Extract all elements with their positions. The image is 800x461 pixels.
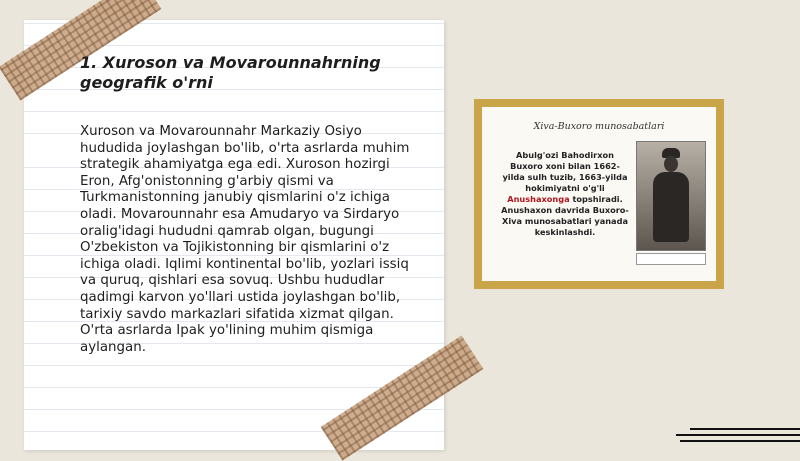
decorative-line — [680, 440, 800, 442]
decorative-lines — [676, 428, 800, 444]
portrait-label-box — [636, 253, 706, 265]
image-caption: Xiva-Buxoro munosabatlari — [533, 121, 665, 132]
portrait-head-shape — [664, 156, 678, 172]
slide-title: 1. Xuroson va Movarounnahrning geografik o'rni — [80, 53, 381, 92]
image-text-part1: Abulg'ozi Bahodirxon Buxoro xoni bilan 1662-yilda sulh tuzib, 1663-yilda hokimiyatni o'g'li — [502, 150, 628, 193]
image-text-highlight: Anushaxonga — [507, 194, 570, 204]
slide-body-text: Xuroson va Movarounnahr Markaziy Osiyo hududida joylashgan bo'lib, o'rta asrlarda muhim strategik ahamiyatga ega edi. Xuroson hozirgi Eron, Afg'onistonning g'arbiy qismi va Turkmanistonning janubiy qismlarini o'z ichiga oladi. Movarounnahr esa Amudaryo va Sirdaryo oralig'idagi hududni qamrab olgan, bugungi O'zbekiston va Tojikistonning bir qismlarini o'z ichiga oladi. Iqlimi kontinental bo'lib, yozlari issiq va quruq, qishlari esa sovuq. Ushbu hududlar qadimgi karvon yo'llari ustida joylashgan bo'lib, tarixiy savdo markazlari sifatida xizmat qilgan. O'rta asrlarda Ipak yo'lining muhim qismiga aylangan. — [80, 124, 410, 355]
decorative-line — [690, 428, 800, 430]
historical-image — [482, 107, 716, 281]
image-text-part2: topshiradi. Anushaxon davrida Buxoro-Xiva munosabatlari yanada keskinlashdi. — [501, 194, 629, 237]
portrait-image — [636, 141, 706, 251]
historical-image-frame — [474, 99, 724, 289]
image-text — [500, 150, 630, 238]
portrait-robe-shape — [653, 172, 689, 242]
decorative-line — [676, 434, 800, 436]
